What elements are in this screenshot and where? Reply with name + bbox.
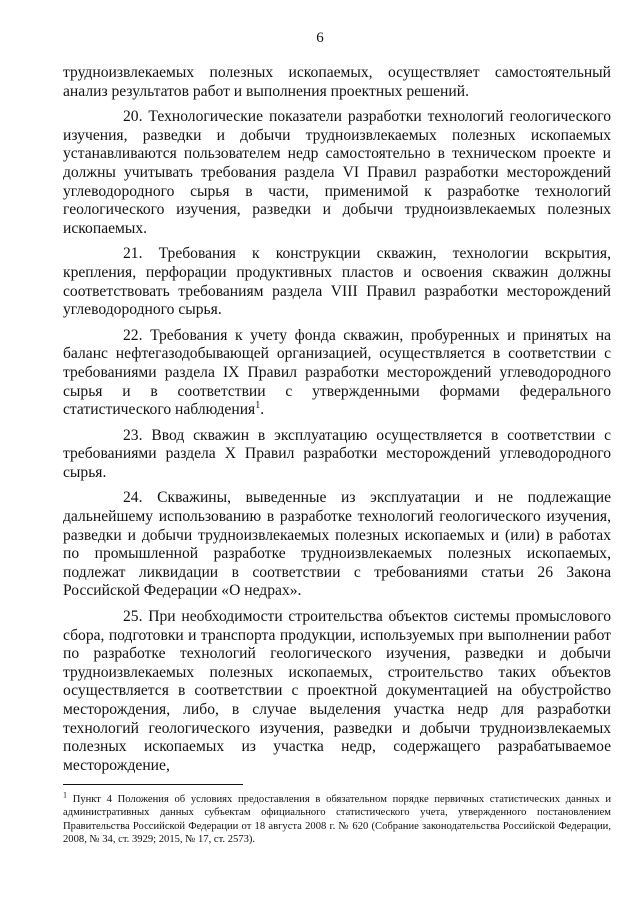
paragraph-23: 23. Ввод скважин в эксплуатацию осуществляется в соответствии с требованиями раздела X Правил разработки месторождений углеводородного сырья.	[63, 426, 611, 481]
page-number: 6	[316, 30, 324, 46]
paragraph-22-text: 22. Требования к учету фонда скважин, пробуренных и принятых на баланс нефтегазодобывающей организацией, осуществляется в соответствии с требованиями раздела IX Правил разработки месторождений углеводородного сырья и в соответствии с утвержденными формами федерального статистического наблюдения	[63, 326, 611, 419]
paragraph-22	[63, 327, 611, 420]
footnote-reference: 1	[255, 399, 261, 411]
body-text	[63, 64, 611, 782]
paragraph-20: 20. Технологические показатели разработки технологий геологического изучения, разведки и добычи трудноизвлекаемых полезных ископаемых устанавливаются пользователем недр самостоятельно в техническом проекте и должны учитывать требования раздела VI Правил разработки месторождений углеводородного сырья в части, применимой к разработке технологий геологического изучения, разведки и добычи трудноизвлекаемых полезных ископаемых.	[63, 108, 611, 237]
paragraph-25: 25. При необходимости строительства объектов системы промыслового сбора, подготовки и транспорта продукции, используемых при выполнении работ по разработке технологий геологического изучения, разведки и добычи трудноизвлекаемых полезных ископаемых, строительство таких объектов осуществляется в соответствии с проектной документацией на обустройство месторождения, либо, в случае выделения участка недр для разработки технологий геологического изучения, разведки и добычи трудноизвлекаемых полезных ископаемых из участка недр, содержащего разрабатываемое месторождение,	[63, 608, 611, 774]
footnote	[63, 790, 611, 847]
footnote-divider	[63, 784, 243, 785]
footnote-marker: 1	[63, 790, 67, 800]
paragraph-24: 24. Скважины, выведенные из эксплуатации и не подлежащие дальнейшему использованию в разработке технологий геологического изучения, разведки и добычи трудноизвлекаемых полезных ископаемых и (или) в работах по промышленной разработке трудноизвлекаемых полезных ископаемых, подлежат ликвидации в соответствии с требованиями статьи 26 Закона Российской Федерации «О недрах».	[63, 489, 611, 600]
paragraph-22-period: .	[260, 401, 265, 419]
paragraph-21: 21. Требования к конструкции скважин, технологии вскрытия, крепления, перфорации продуктивных пластов и освоения скважин должны соответствовать требованиям раздела VIII Правил разработки месторождений углеводородного сырья.	[63, 245, 611, 319]
footnote-text: Пункт 4 Положения об условиях предоставления в обязательном порядке первичных статистических данных и административных данных субъектам официального статистического учета, утвержденного постановлением Правительства Российской Федерации от 18 августа 2008 г. № 620 (Собрание законодательства Российской Федерации, 2008, № 34, ст. 3929; 2015, № 17, ст. 2573).	[63, 794, 611, 846]
paragraph-continuation: трудноизвлекаемых полезных ископаемых, осуществляет самостоятельный анализ результатов работ и выполнения проектных решений.	[63, 64, 611, 100]
